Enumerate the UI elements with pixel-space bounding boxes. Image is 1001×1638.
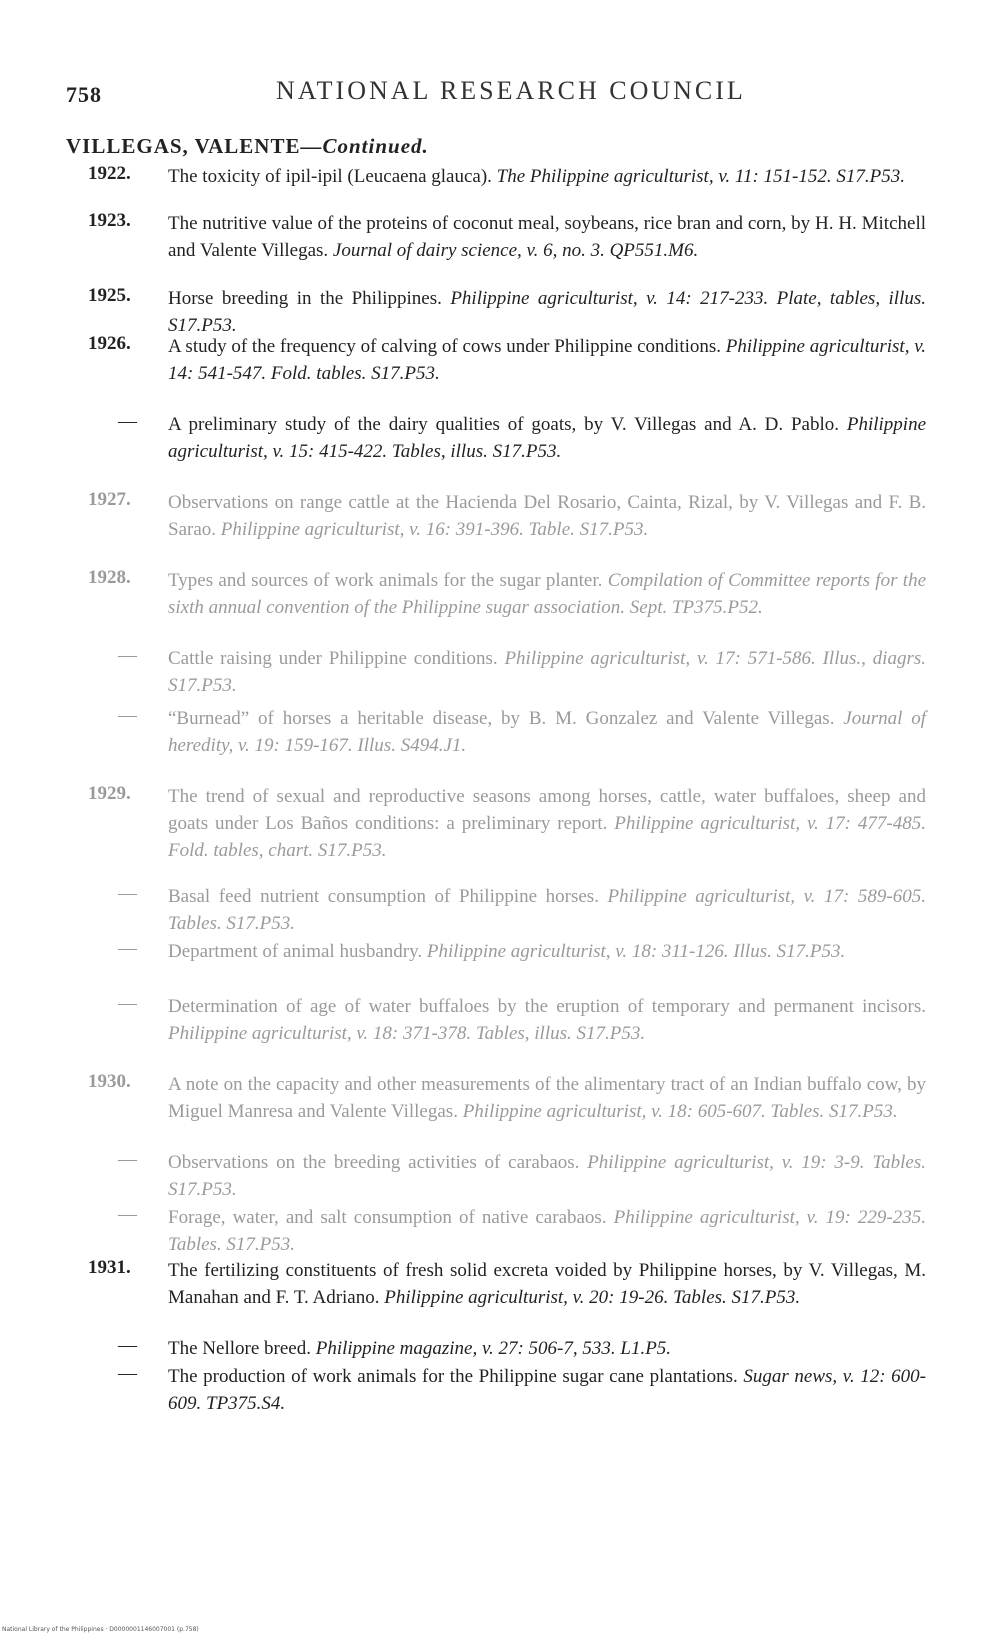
entry-year: —	[118, 411, 137, 432]
entry-citation	[168, 163, 926, 190]
entry-source: Philippine agriculturist, v. 18: 371-378. Tables, illus. S17.P53.	[168, 1023, 646, 1044]
author-heading	[66, 134, 429, 159]
entry-year: 1923.	[88, 210, 131, 231]
entry-title: The Nellore breed.	[168, 1338, 316, 1359]
entry-source: Journal of heredity, v. 19: 159-167. Illus. S494.J1.	[168, 708, 926, 756]
entry-citation	[168, 938, 926, 965]
entry-source: Philippine agriculturist, v. 17: 571-586. Illus., diagrs. S17.P53.	[168, 648, 926, 696]
entry-citation	[168, 993, 926, 1047]
entry-year: 1927.	[88, 489, 131, 510]
entry-citation	[168, 705, 926, 759]
entry-year: 1930.	[88, 1071, 131, 1092]
entry-title: Forage, water, and salt consumption of native carabaos.	[168, 1207, 614, 1228]
entry-title: Observations on the breeding activities of carabaos.	[168, 1152, 588, 1173]
entry-title: The fertilizing constituents of fresh solid excreta voided by Philippine horses, by V. Villegas, M. Manahan and F. T. Adriano.	[168, 1260, 926, 1308]
entry-citation	[168, 333, 926, 387]
entry-year: 1929.	[88, 783, 131, 804]
entry-citation	[168, 1335, 926, 1362]
entry-year: —	[118, 1204, 137, 1225]
footer-credit: National Library of the Philippines · D0000001146007001 (p.758)	[2, 1626, 199, 1633]
entry-title: Types and sources of work animals for the sugar planter.	[168, 570, 608, 591]
entry-title: Determination of age of water buffaloes by the eruption of temporary and permanent incisors.	[168, 996, 926, 1017]
entry-source: Philippine agriculturist, v. 18: 311-126. Illus. S17.P53.	[426, 941, 846, 962]
author-name: VILLEGAS, VALENTE	[66, 134, 301, 158]
entry-citation	[168, 1204, 926, 1258]
entry-citation	[168, 285, 926, 339]
entry-year: 1925.	[88, 285, 131, 306]
entry-year: —	[118, 1149, 137, 1170]
entry-citation	[168, 489, 926, 543]
entry-source: Philippine agriculturist, v. 17: 589-605. Tables. S17.P53.	[168, 886, 927, 934]
entry-title: The production of work animals for the Philippine sugar cane plantations.	[168, 1366, 744, 1387]
entry-source: Sugar news, v. 12: 600-609. TP375.S4.	[168, 1366, 927, 1414]
entry-source: Compilation of Committee reports for the sixth annual convention of the Philippine sugar association. Sept. TP375.P52.	[168, 570, 926, 618]
entry-year: 1931.	[88, 1257, 131, 1278]
entry-year: —	[118, 1335, 137, 1356]
entry-source: Philippine agriculturist, v. 14: 217-233. Plate, tables, illus. S17.P53.	[168, 288, 926, 336]
entry-year: —	[118, 938, 137, 959]
entry-citation	[168, 1071, 926, 1125]
entry-title: Basal feed nutrient consumption of Philippine horses.	[168, 886, 608, 907]
entry-year: 1928.	[88, 567, 131, 588]
entry-year: —	[118, 705, 137, 726]
entry-citation	[168, 1149, 926, 1203]
entry-source: Philippine agriculturist, v. 19: 229-235. Tables. S17.P53.	[168, 1207, 926, 1255]
entry-source: Philippine agriculturist, v. 14: 541-547. Fold. tables. S17.P53.	[168, 336, 926, 384]
entry-title: The trend of sexual and reproductive seasons among horses, cattle, water buffaloes, sheep and goats under Los Baños conditions: a preliminary report.	[168, 786, 926, 834]
page-header	[66, 76, 936, 112]
entry-citation	[168, 411, 926, 465]
entry-source: Philippine magazine, v. 27: 506-7, 533. L1.P5.	[315, 1338, 672, 1359]
entry-title: The toxicity of ipil-ipil (Leucaena glauca).	[168, 166, 497, 187]
continued-label: —Continued.	[300, 134, 429, 158]
entry-source: Philippine agriculturist, v. 16: 391-396. Table. S17.P53.	[220, 519, 649, 540]
entry-title: A preliminary study of the dairy qualities of goats, by V. Villegas and A. D. Pablo.	[168, 414, 847, 435]
entry-title: Department of animal husbandry.	[168, 941, 427, 962]
entry-source: Philippine agriculturist, v. 20: 19-26. Tables. S17.P53.	[384, 1287, 801, 1308]
entry-source: Philippine agriculturist, v. 18: 605-607. Tables. S17.P53.	[462, 1101, 898, 1122]
entry-source: Philippine agriculturist, v. 17: 477-485. Fold. tables, chart. S17.P53.	[168, 813, 926, 861]
entry-year: —	[118, 1363, 137, 1384]
entry-citation	[168, 210, 926, 264]
entry-year: —	[118, 645, 137, 666]
entry-year: 1926.	[88, 333, 131, 354]
entry-citation	[168, 1363, 926, 1417]
entry-citation	[168, 783, 926, 864]
entry-citation	[168, 567, 926, 621]
entry-source: Journal of dairy science, v. 6, no. 3. QP551.M6.	[332, 240, 699, 261]
entry-title: “Burnead” of horses a heritable disease, by B. M. Gonzalez and Valente Villegas.	[168, 708, 844, 729]
entry-citation	[168, 645, 926, 699]
entry-citation	[168, 1257, 926, 1311]
entry-source: Philippine agriculturist, v. 15: 415-422. Tables, illus. S17.P53.	[168, 414, 926, 462]
entry-year: 1922.	[88, 163, 131, 184]
page-number: 758	[66, 82, 102, 107]
entry-source: The Philippine agriculturist, v. 11: 151-152. S17.P53.	[496, 166, 905, 187]
entry-citation	[168, 883, 926, 937]
entry-title: Horse breeding in the Philippines.	[168, 288, 451, 309]
entry-title: The nutritive value of the proteins of coconut meal, soybeans, rice bran and corn, by H. H. Mitchell and Valente Villegas.	[168, 213, 926, 261]
entry-year: —	[118, 993, 137, 1014]
entry-year: —	[118, 883, 137, 904]
running-head: NATIONAL RESEARCH COUNCIL	[276, 76, 746, 105]
entry-title: A note on the capacity and other measurements of the alimentary tract of an Indian buffalo cow, by Miguel Manresa and Valente Villegas.	[168, 1074, 926, 1122]
entry-title: Observations on range cattle at the Hacienda Del Rosario, Cainta, Rizal, by V. Villegas and F. B. Sarao.	[168, 492, 926, 540]
entry-title: Cattle raising under Philippine conditions.	[168, 648, 505, 669]
entry-title: A study of the frequency of calving of cows under Philippine conditions.	[168, 336, 726, 357]
entry-source: Philippine agriculturist, v. 19: 3-9. Tables. S17.P53.	[168, 1152, 926, 1200]
